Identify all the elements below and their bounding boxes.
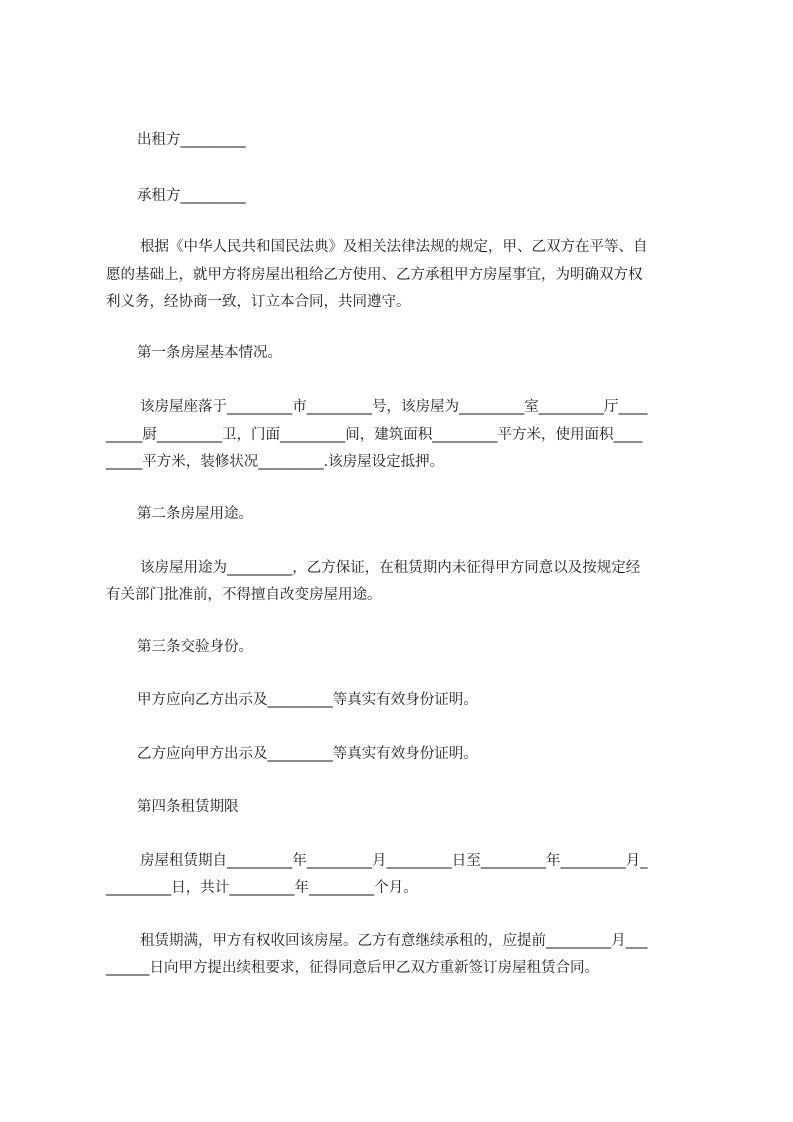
preamble-line-2: 愿的基础上，就甲方将房屋出租给乙方使用、乙方承租甲方房屋事宜，为明确双方权	[106, 267, 643, 283]
article4-renewal-line-1: 租赁期满，甲方有权收回该房屋。乙方有意继续承租的，应提前_________月___	[140, 933, 648, 949]
article4-term-line-2: _________日，共计_________年_________个月。	[106, 880, 418, 896]
lessee-line: 承租方_________	[137, 188, 246, 204]
article3-party-a: 甲方应向乙方出示及_________等真实有效身份证明。	[137, 692, 478, 708]
article2-line-2: 有关部门批准前，不得擅自改变房屋用途。	[106, 587, 382, 603]
article1-line-1: 该房屋座落于_________市_________号，该房屋为_________室_________厅____	[140, 399, 648, 415]
article2-title: 第二条房屋用途。	[137, 506, 253, 522]
preamble-line-1: 根据《中华人民共和国民法典》及相关法律法规的规定，甲、乙双方在平等、自	[140, 239, 648, 255]
article1-line-3: _____平方米，装修状况_________.该房屋设定抵押。	[106, 454, 445, 470]
article1-line-2: _____厨_________卫，门面_________间，建筑面积_________平方米，使用面积____	[106, 427, 643, 443]
article2-line-1: 该房屋用途为_________，乙方保证，在租赁期内未征得甲方同意以及按规定经	[140, 560, 641, 576]
article1-title: 第一条房屋基本情况。	[137, 345, 282, 361]
article4-renewal-line-2: ______日向甲方提出续租要求，征得同意后甲乙双方重新签订房屋租赁合同。	[106, 960, 599, 976]
preamble-line-3: 利义务，经协商一致，订立本合同，共同遵守。	[106, 294, 411, 310]
article3-title: 第三条交验身份。	[137, 639, 253, 655]
article4-title: 第四条租赁期限	[137, 799, 239, 815]
article3-party-b: 乙方应向甲方出示及_________等真实有效身份证明。	[137, 746, 478, 762]
article4-term-line-1: 房屋租赁期自_________年_________月_________日至_________年_________月_	[140, 853, 648, 869]
lessor-line: 出租方_________	[137, 132, 246, 148]
